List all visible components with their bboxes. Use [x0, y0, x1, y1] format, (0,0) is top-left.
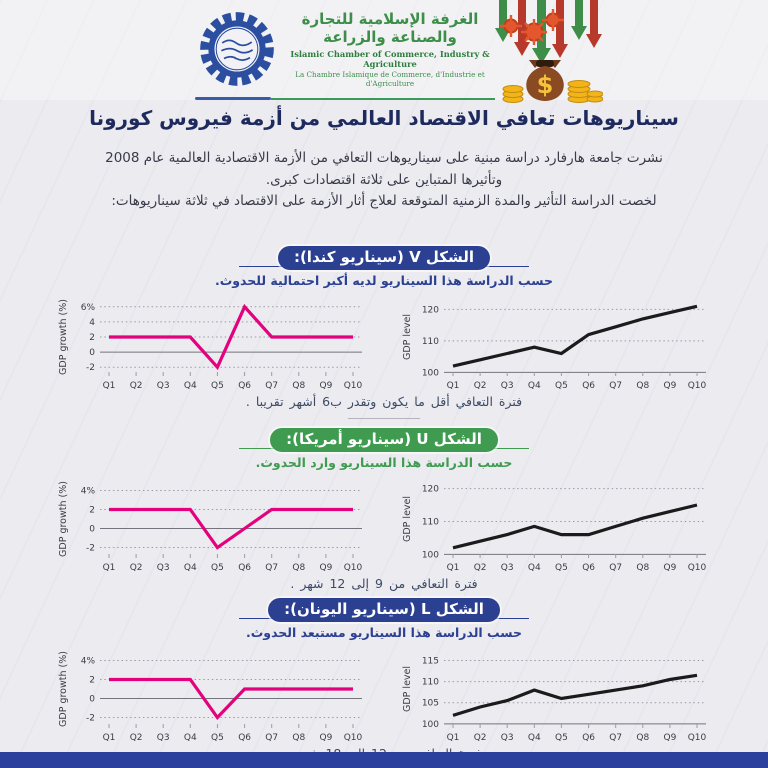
svg-text:2: 2: [89, 675, 95, 686]
svg-text:-2: -2: [86, 713, 95, 724]
svg-text:2: 2: [89, 505, 95, 516]
svg-text:Q5: Q5: [554, 381, 568, 391]
svg-text:Q2: Q2: [129, 563, 143, 573]
gdp-growth-chart-u: [56, 474, 368, 574]
scenario-badge: الشكل L (سيناريو اليونان):: [268, 598, 500, 622]
svg-text:Q7: Q7: [609, 381, 623, 391]
logo-french-name: La Chambre Islamique de Commerce, d'Industrie et d'Agriculture: [295, 70, 485, 88]
section-u-scenario: [0, 428, 768, 601]
logo-arabic-name: الغرفة الإسلامية للتجارة والصناعة والزراعة: [301, 10, 479, 46]
svg-text:0: 0: [89, 348, 95, 359]
badge-wrap: [0, 428, 768, 452]
svg-text:120: 120: [421, 484, 439, 495]
svg-text:Q5: Q5: [210, 563, 224, 573]
svg-text:100: 100: [421, 368, 439, 379]
svg-text:Q2: Q2: [473, 563, 487, 573]
svg-text:Q6: Q6: [582, 381, 596, 391]
svg-text:GDP level: GDP level: [402, 495, 413, 543]
svg-text:GDP growth (%): GDP growth (%): [58, 299, 69, 375]
svg-text:Q3: Q3: [156, 733, 170, 743]
section-l-scenario: [0, 598, 768, 761]
svg-text:Q3: Q3: [156, 563, 170, 573]
svg-text:2: 2: [89, 333, 95, 343]
divider-green-segment: [271, 98, 495, 100]
svg-text:Q7: Q7: [265, 381, 279, 391]
gear-emblem-icon: [198, 10, 276, 88]
svg-text:Q7: Q7: [609, 733, 623, 743]
svg-text:Q1: Q1: [446, 733, 460, 743]
svg-text:Q1: Q1: [102, 563, 116, 573]
svg-text:120: 120: [421, 305, 439, 316]
recovery-period-text: فترة التعافي أقل ما يكون وتقدر ب6 أشهر تقريبا .: [245, 394, 523, 409]
crisis-illustration: [487, 0, 603, 103]
svg-text:Q4: Q4: [527, 563, 541, 573]
scenario-badge: الشكل U (سيناريو أمريكا):: [270, 428, 498, 452]
svg-text:Q10: Q10: [343, 563, 363, 573]
bottom-bar: [0, 752, 768, 768]
svg-text:GDP growth (%): GDP growth (%): [58, 651, 69, 727]
svg-text:Q5: Q5: [210, 381, 224, 391]
gdp-level-chart-l: [400, 644, 712, 744]
svg-text:Q3: Q3: [500, 733, 514, 743]
svg-text:Q4: Q4: [183, 733, 197, 743]
svg-text:0: 0: [89, 524, 95, 535]
svg-text:Q8: Q8: [292, 381, 306, 391]
divider-blue-segment: [195, 97, 271, 100]
svg-text:Q3: Q3: [500, 563, 514, 573]
recovery-period-text: فترة التعافي من 9 إلى 12 شهر .: [290, 576, 478, 591]
svg-text:Q6: Q6: [238, 381, 252, 391]
svg-text:Q10: Q10: [343, 381, 363, 391]
money-bag-icon: [526, 60, 564, 101]
svg-text:Q7: Q7: [265, 563, 279, 573]
svg-text:GDP level: GDP level: [402, 313, 413, 361]
svg-text:110: 110: [421, 517, 439, 528]
svg-text:0: 0: [89, 694, 95, 705]
svg-text:Q7: Q7: [265, 733, 279, 743]
section-separator: [348, 418, 420, 419]
svg-text:-2: -2: [86, 363, 95, 374]
svg-text:$: $: [536, 71, 554, 99]
svg-text:Q1: Q1: [446, 381, 460, 391]
svg-text:Q4: Q4: [527, 381, 541, 391]
svg-text:Q9: Q9: [663, 563, 677, 573]
svg-text:Q5: Q5: [554, 563, 568, 573]
svg-text:Q3: Q3: [500, 381, 514, 391]
logo-english-name: Islamic Chamber of Commerce, Industry & Agriculture: [290, 49, 490, 69]
scenario-subtitle: حسب الدراسة هذا السيناريو وارد الحدوث.: [255, 455, 513, 470]
svg-text:Q4: Q4: [527, 733, 541, 743]
svg-text:Q8: Q8: [636, 381, 650, 391]
svg-text:Q8: Q8: [292, 733, 306, 743]
svg-text:Q6: Q6: [582, 563, 596, 573]
svg-text:Q10: Q10: [687, 733, 707, 743]
logo-text: [290, 10, 490, 88]
svg-text:Q1: Q1: [102, 381, 116, 391]
svg-text:Q9: Q9: [663, 733, 677, 743]
svg-text:Q6: Q6: [582, 733, 596, 743]
virus-icon: [500, 9, 564, 45]
scenario-badge: الشكل V (سيناريو كندا):: [278, 246, 490, 270]
gdp-growth-chart-v: [56, 292, 368, 392]
charts-row: [0, 474, 768, 574]
header: [0, 0, 768, 100]
gdp-level-chart-u: [400, 474, 712, 574]
svg-text:Q8: Q8: [292, 563, 306, 573]
svg-text:-2: -2: [86, 543, 95, 554]
svg-text:Q2: Q2: [473, 381, 487, 391]
badge-wrap: [0, 246, 768, 270]
svg-text:Q1: Q1: [446, 563, 460, 573]
svg-text:6%: 6%: [80, 302, 95, 313]
svg-text:Q6: Q6: [238, 563, 252, 573]
charts-row: [0, 644, 768, 744]
intro-line-3: لخصت الدراسة التأثير والمدة الزمنية المتوقعة لعلاج أثار الأزمة على الاقتصاد في ثلاثة سيناريوهات:: [111, 193, 657, 210]
svg-text:100: 100: [421, 550, 439, 561]
svg-text:4: 4: [89, 317, 95, 328]
svg-text:Q6: Q6: [238, 733, 252, 743]
svg-text:Q2: Q2: [473, 733, 487, 743]
svg-text:Q5: Q5: [554, 733, 568, 743]
svg-text:Q2: Q2: [129, 733, 143, 743]
svg-text:105: 105: [421, 698, 439, 709]
svg-text:100: 100: [421, 719, 439, 730]
badge-wrap: [0, 598, 768, 622]
gdp-growth-chart-l: [56, 644, 368, 744]
svg-text:Q10: Q10: [687, 381, 707, 391]
svg-text:Q7: Q7: [609, 563, 623, 573]
svg-text:Q9: Q9: [663, 381, 677, 391]
svg-text:110: 110: [421, 336, 439, 347]
svg-text:Q4: Q4: [183, 381, 197, 391]
svg-text:Q10: Q10: [343, 733, 363, 743]
svg-text:115: 115: [421, 656, 439, 667]
scenario-subtitle: حسب الدراسة هذا السيناريو مستبعد الحدوث.: [246, 625, 522, 640]
svg-text:Q5: Q5: [210, 733, 224, 743]
intro-line-1: نشرت جامعة هارفارد دراسة مبنية على سيناريوهات التعافي من الأزمة الاقتصادية العالمية عام 2008: [105, 150, 663, 166]
intro-line-2: وتأثيرها المتباين على ثلاثة اقتصادات كبرى.: [265, 171, 503, 188]
svg-text:Q9: Q9: [319, 563, 333, 573]
gdp-level-chart-v: [400, 292, 712, 392]
charts-row: [0, 292, 768, 392]
svg-text:4%: 4%: [80, 656, 95, 667]
svg-text:GDP level: GDP level: [402, 665, 413, 713]
svg-text:GDP growth (%): GDP growth (%): [58, 481, 69, 557]
svg-text:Q2: Q2: [129, 381, 143, 391]
svg-text:4%: 4%: [80, 486, 95, 497]
page-title: سيناريوهات تعافي الاقتصاد العالمي من أزمة فيروس كورونا: [89, 106, 679, 130]
chamber-logo: [198, 10, 490, 88]
svg-text:Q9: Q9: [319, 381, 333, 391]
svg-text:110: 110: [421, 677, 439, 688]
section-v-scenario: [0, 246, 768, 419]
svg-text:Q3: Q3: [156, 381, 170, 391]
svg-text:Q8: Q8: [636, 733, 650, 743]
svg-text:Q10: Q10: [687, 563, 707, 573]
scenario-subtitle: حسب الدراسة هذا السيناريو لديه أكبر احتمالية للحدوث.: [214, 273, 554, 288]
svg-text:Q9: Q9: [319, 733, 333, 743]
svg-text:Q4: Q4: [183, 563, 197, 573]
header-divider: [195, 97, 495, 100]
svg-text:Q1: Q1: [102, 733, 116, 743]
intro-paragraph: [44, 148, 724, 213]
svg-text:Q8: Q8: [636, 563, 650, 573]
